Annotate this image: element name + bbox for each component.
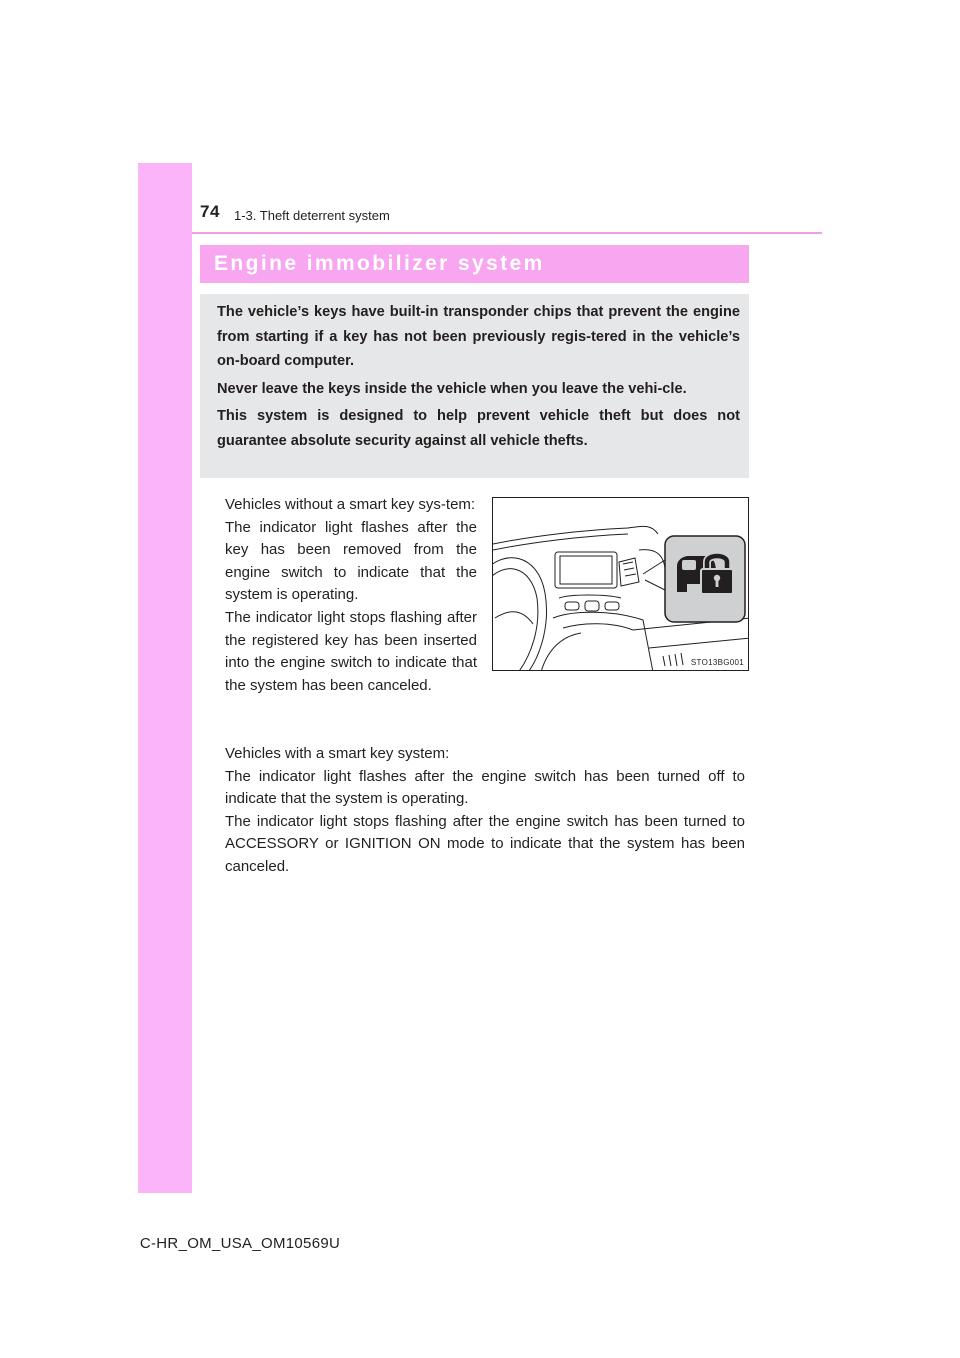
smart-key-line-1: The indicator light flashes after the engine switch has been turned off to indicate that the system is operating. [225,767,745,808]
smart-key-section [225,743,745,879]
intro-paragraph: The vehicle’s keys have built-in transponder chips that prevent the engine from starting if a key has not been previously regis-tered in the vehicle’s on-board computer. [217,304,740,369]
security-indicator-icon [677,556,733,594]
section-title: Engine immobilizer system [214,252,545,275]
no-smart-key-line-2: The indicator light stops flashing after the registered key has been inserted into the engine switch to indicate that the system has been canceled. [225,608,477,694]
dashboard-drawing [493,498,749,671]
section-title-bar [200,245,749,283]
smart-key-heading: Vehicles with a smart key system: [225,745,450,762]
figure-code: STO13BG001 [690,658,744,667]
side-tab [138,163,192,1193]
intro-paragraph: This system is designed to help prevent vehicle theft but does not guarantee absolute security against all vehicle thefts. [217,408,740,449]
page-number: 74 [200,202,220,221]
intro-box [200,294,749,478]
no-smart-key-heading: Vehicles without a smart key sys-tem: [225,496,476,513]
dashboard-illustration [492,497,749,671]
smart-key-line-2: The indicator light stops flashing after the engine switch has been turned to ACCESSORY or IGNITION ON mode to indicate that the system has been canceled. [225,812,745,875]
no-smart-key-line-1: The indicator light flashes after the key has been removed from the engine switch to indicate that the system is operating. [225,518,477,604]
intro-paragraph: Never leave the keys inside the vehicle when you leave the vehi-cle. [217,380,687,397]
section-label: 1-3. Theft deterrent system [234,208,390,223]
header-divider [192,232,822,234]
document-code: C-HR_OM_USA_OM10569U [139,1235,341,1252]
no-smart-key-section [225,494,477,697]
